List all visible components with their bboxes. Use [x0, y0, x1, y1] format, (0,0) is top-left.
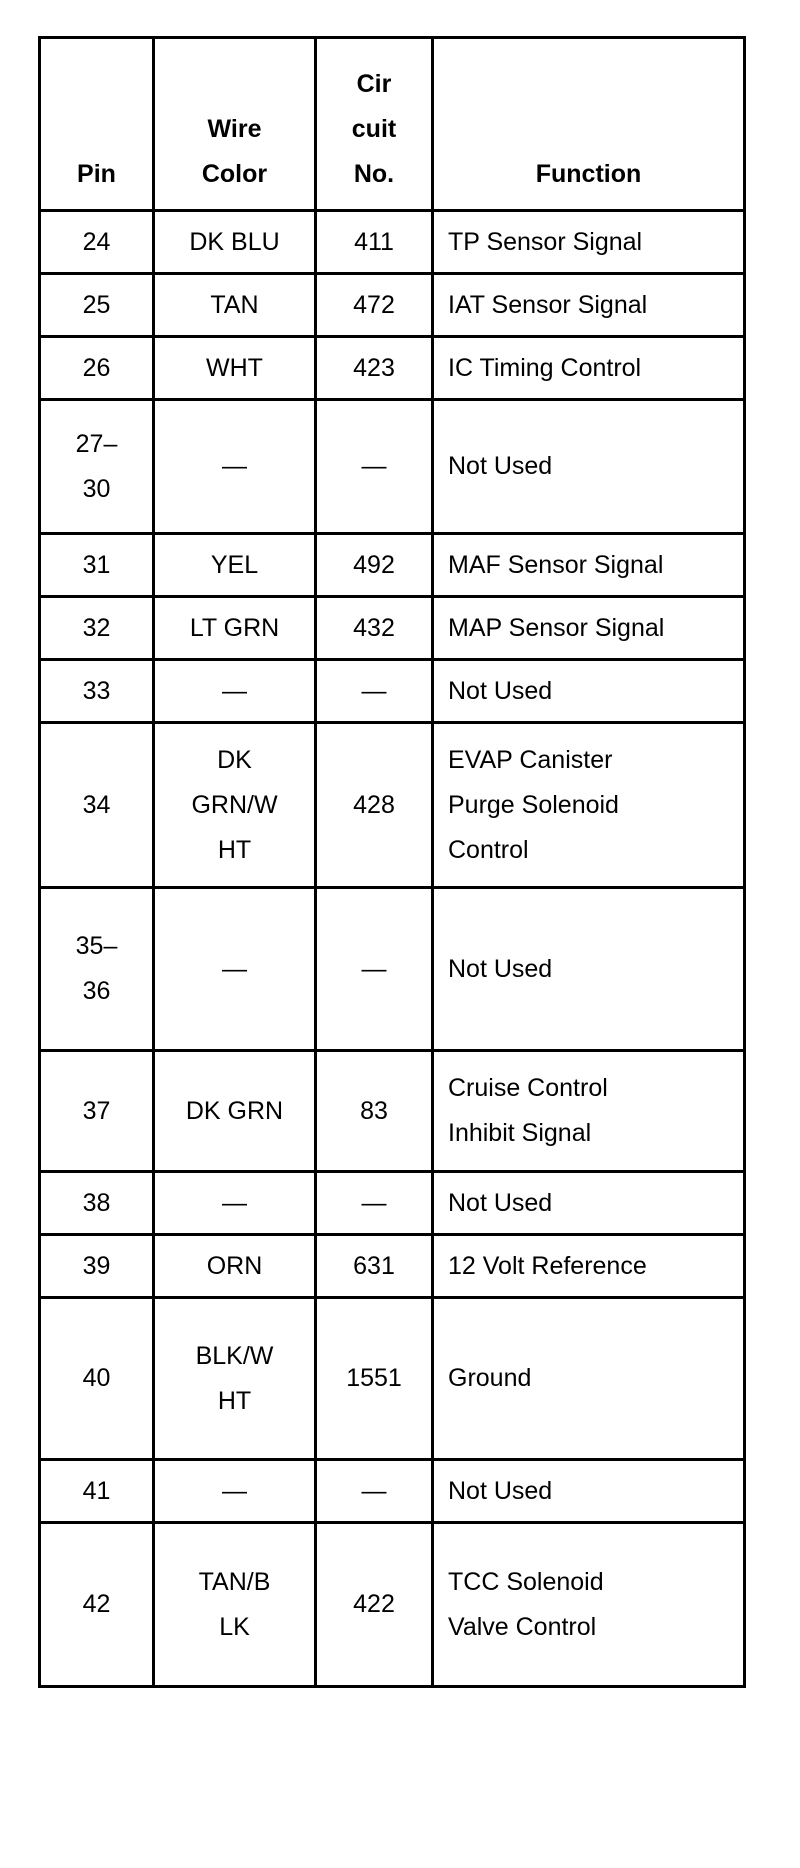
function-cell: Not Used [433, 660, 745, 723]
wire-color-cell: WHT [154, 337, 316, 400]
table-row [40, 723, 745, 888]
table-row [40, 337, 745, 400]
circuit-cell: 472 [316, 274, 433, 337]
table-row [40, 1523, 745, 1687]
header-pin: Pin [40, 38, 154, 211]
function-cell: MAP Sensor Signal [433, 597, 745, 660]
function-cell: Ground [433, 1298, 745, 1460]
table-row [40, 1172, 745, 1235]
function-cell: Not Used [433, 1172, 745, 1235]
table-row [40, 597, 745, 660]
function-cell: 12 Volt Reference [433, 1235, 745, 1298]
wire-color-cell: ORN [154, 1235, 316, 1298]
pin-cell: 34 [40, 723, 154, 888]
circuit-cell: 631 [316, 1235, 433, 1298]
pin-cell: 40 [40, 1298, 154, 1460]
circuit-cell: — [316, 1172, 433, 1235]
function-cell: IC Timing Control [433, 337, 745, 400]
wire-color-cell: LT GRN [154, 597, 316, 660]
circuit-cell: 492 [316, 534, 433, 597]
pin-cell: 38 [40, 1172, 154, 1235]
table-row [40, 888, 745, 1051]
table-row [40, 1235, 745, 1298]
circuit-cell: — [316, 400, 433, 534]
wire-color-cell: TAN [154, 274, 316, 337]
table-row [40, 534, 745, 597]
function-cell: Not Used [433, 888, 745, 1051]
table-row [40, 1460, 745, 1523]
wire-color-cell: BLK/W HT [154, 1298, 316, 1460]
wire-color-cell: — [154, 1172, 316, 1235]
header-function: Function [433, 38, 745, 211]
wire-color-cell: — [154, 1460, 316, 1523]
function-cell: Not Used [433, 400, 745, 534]
circuit-cell: 423 [316, 337, 433, 400]
function-cell: MAF Sensor Signal [433, 534, 745, 597]
function-cell: Cruise Control Inhibit Signal [433, 1051, 745, 1172]
table-row [40, 1298, 745, 1460]
table-row [40, 660, 745, 723]
function-cell: IAT Sensor Signal [433, 274, 745, 337]
circuit-cell: — [316, 660, 433, 723]
circuit-cell: 422 [316, 1523, 433, 1687]
circuit-cell: 1551 [316, 1298, 433, 1460]
circuit-cell: — [316, 888, 433, 1051]
table-row [40, 211, 745, 274]
wire-color-cell: — [154, 400, 316, 534]
wire-color-cell: YEL [154, 534, 316, 597]
pin-cell: 26 [40, 337, 154, 400]
pin-cell: 25 [40, 274, 154, 337]
function-cell: EVAP Canister Purge Solenoid Control [433, 723, 745, 888]
pin-cell: 27– 30 [40, 400, 154, 534]
pin-cell: 41 [40, 1460, 154, 1523]
pin-cell: 24 [40, 211, 154, 274]
circuit-cell: 83 [316, 1051, 433, 1172]
table-row [40, 274, 745, 337]
header-circuit-no: Cir cuit No. [316, 38, 433, 211]
wire-color-cell: — [154, 888, 316, 1051]
wire-color-cell: DK GRN [154, 1051, 316, 1172]
pin-cell: 31 [40, 534, 154, 597]
header-row [40, 38, 745, 211]
circuit-cell: 411 [316, 211, 433, 274]
table-row [40, 1051, 745, 1172]
function-cell: Not Used [433, 1460, 745, 1523]
pin-cell: 37 [40, 1051, 154, 1172]
pin-cell: 32 [40, 597, 154, 660]
pin-cell: 33 [40, 660, 154, 723]
function-cell: TCC Solenoid Valve Control [433, 1523, 745, 1687]
pin-cell: 39 [40, 1235, 154, 1298]
pinout-table [38, 36, 746, 1688]
pin-cell: 35– 36 [40, 888, 154, 1051]
wire-color-cell: DK BLU [154, 211, 316, 274]
pin-cell: 42 [40, 1523, 154, 1687]
wire-color-cell: — [154, 660, 316, 723]
wire-color-cell: DK GRN/W HT [154, 723, 316, 888]
wire-color-cell: TAN/B LK [154, 1523, 316, 1687]
function-cell: TP Sensor Signal [433, 211, 745, 274]
circuit-cell: 432 [316, 597, 433, 660]
table-row [40, 400, 745, 534]
circuit-cell: 428 [316, 723, 433, 888]
circuit-cell: — [316, 1460, 433, 1523]
header-wire-color: Wire Color [154, 38, 316, 211]
